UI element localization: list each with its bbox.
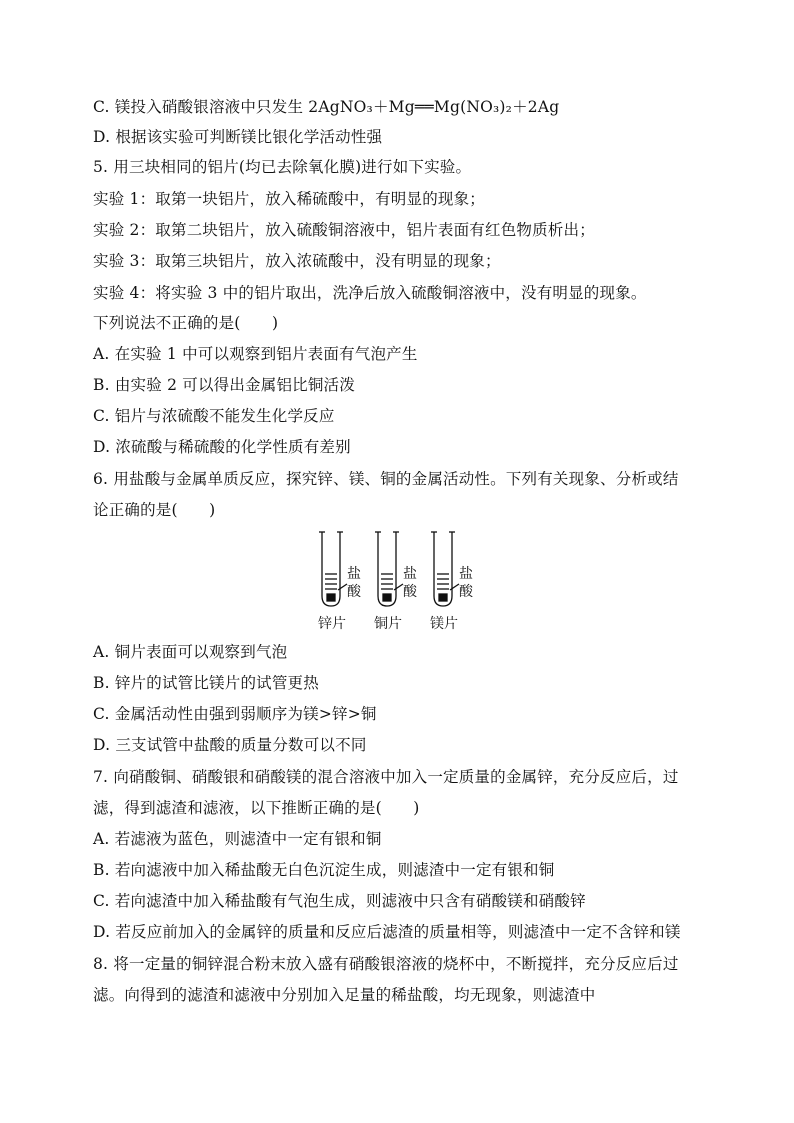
q6-stem-line-2: 论正确的是( ) [93,501,216,519]
hcl-label-3-bottom: 酸 [459,584,473,600]
q7-option-c: C. 若向滤渣中加入稀盐酸有气泡生成，则滤液中只含有硝酸镁和硝酸锌 [93,892,586,910]
q8-stem-line-2: 滤。向得到的滤渣和滤液中分别加入足量的稀盐酸，均无现象，则滤渣中 [93,986,596,1004]
hcl-label-1-bottom: 酸 [347,584,361,600]
q7-option-b: B. 若向滤液中加入稀盐酸无白色沉淀生成，则滤渣中一定有银和铜 [93,861,555,879]
tube-label-magnesium: 镁片 [430,616,458,632]
test-tube-magnesium [431,532,459,606]
q8-stem-line-1: 8. 将一定量的铜锌混合粉末放入盛有硝酸银溶液的烧杯中，不断搅拌，充分反应后过 [93,955,679,973]
test-tube-zinc [319,532,347,606]
q7-stem-line-2: 滤，得到滤渣和滤液，以下推断正确的是( ) [93,799,420,817]
q5-option-d: D. 浓硫酸与稀硫酸的化学性质有差别 [93,438,351,456]
q6-stem-line-1: 6. 用盐酸与金属单质反应，探究锌、镁、铜的金属活动性。下列有关现象、分析或结 [93,470,679,488]
hcl-label-3-top: 盐 [459,566,473,582]
q5-option-c: C. 铝片与浓硫酸不能发生化学反应 [93,407,335,425]
q5-experiment-4: 实验 4：将实验 3 中的铝片取出，洗净后放入硫酸铜溶液中，没有明显的现象。 [93,284,647,302]
q4-option-d: D. 根据该实验可判断镁比银化学活动性强 [93,128,383,146]
tube-label-zinc: 锌片 [318,616,346,632]
q5-experiment-1: 实验 1：取第一块铝片，放入稀硫酸中，有明显的现象； [93,190,485,208]
test-tube-copper [375,532,403,606]
q7-option-d: D. 若反应前加入的金属锌的质量和反应后滤渣的质量相等，则滤渣中一定不含锌和镁 [93,923,681,941]
test-tubes-figure [314,528,484,638]
tube-label-copper: 铜片 [374,616,402,632]
q4-option-c: C. 镁投入硝酸银溶液中只发生 2AgNO₃＋Mg══Mg(NO₃)₂＋2Ag [93,98,560,116]
q5-question: 下列说法不正确的是( ) [93,314,279,332]
q5-option-b: B. 由实验 2 可以得出金属铝比铜活泼 [93,376,355,394]
hcl-label-2-top: 盐 [403,566,417,582]
q6-option-b: B. 锌片的试管比镁片的试管更热 [93,674,319,692]
q7-option-a: A. 若滤液为蓝色，则滤渣中一定有银和铜 [93,830,382,848]
q5-option-a: A. 在实验 1 中可以观察到铝片表面有气泡产生 [93,345,418,363]
hcl-label-1-top: 盐 [347,566,361,582]
q7-stem-line-1: 7. 向硝酸铜、硝酸银和硝酸镁的混合溶液中加入一定质量的金属锌，充分反应后，过 [93,768,679,786]
q6-option-c: C. 金属活动性由强到弱顺序为镁>锌>铜 [93,705,377,723]
hcl-label-2-bottom: 酸 [403,584,417,600]
q6-option-d: D. 三支试管中盐酸的质量分数可以不同 [93,736,367,754]
q6-option-a: A. 铜片表面可以观察到气泡 [93,643,288,661]
q5-experiment-3: 实验 3：取第三块铝片，放入浓硫酸中，没有明显的现象； [93,252,501,270]
q5-experiment-2: 实验 2：取第二块铝片，放入硫酸铜溶液中，铝片表面有红色物质析出； [93,221,595,239]
test-tubes-diagram [314,528,484,638]
q5-stem: 5. 用三块相同的铝片(均已去除氧化膜)进行如下实验。 [93,158,472,176]
